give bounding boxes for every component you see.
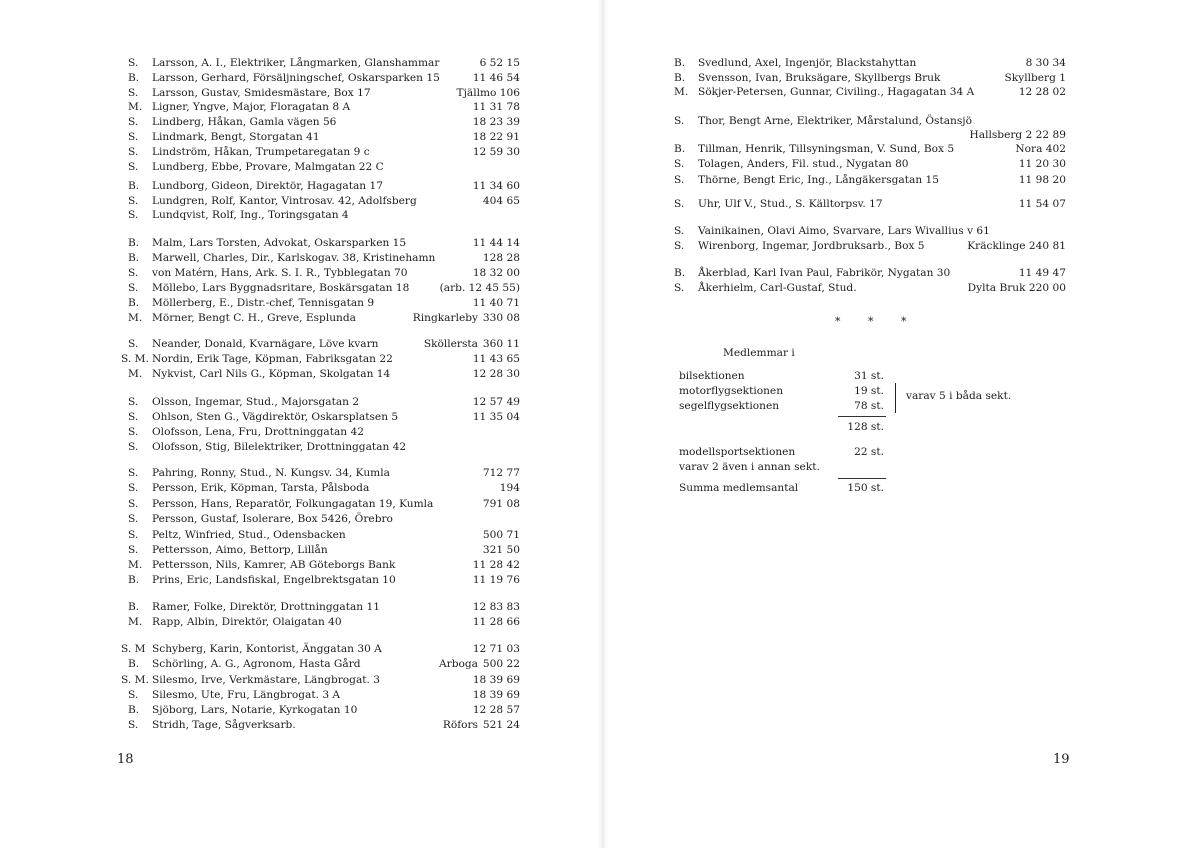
entry-name-address: Mörner, Bengt C. H., Greve, Esplunda — [152, 312, 356, 324]
entry-phone: (arb. 12 45 55) — [439, 282, 520, 294]
entry-phone: 194 — [499, 482, 520, 494]
entry-name-address: Lundborg, Gideon, Direktör, Hagagatan 17 — [152, 180, 383, 192]
left-page — [0, 0, 598, 848]
entry-phone: 321 50 — [482, 544, 520, 556]
entry-phone: 521 24 — [482, 719, 520, 731]
entry-section-code: S. — [674, 115, 685, 127]
entry-phone: 712 77 — [482, 467, 520, 479]
directory-entry — [128, 600, 520, 615]
entry-section-code: S. — [128, 87, 139, 99]
total-count: 150 st. — [847, 482, 884, 494]
entry-name-address: Pahring, Ronny, Stud., N. Kungsv. 34, Kumla — [152, 467, 390, 479]
page-number-left: 18 — [117, 752, 134, 767]
entry-section-code: B. — [128, 574, 140, 586]
entry-name-address: Silesmo, Irve, Verkmästare, Längbrogat. 3 — [152, 674, 381, 686]
entry-phone: 6 52 15 — [479, 57, 520, 69]
entry-name-address: Uhr, Ulf V., Stud., S. Källtorpsv. 17 — [698, 198, 883, 210]
entry-phone: 500 22 — [482, 658, 520, 670]
entry-name-address: Malm, Lars Torsten, Advokat, Oskarsparken 15 — [152, 237, 407, 249]
directory-entry — [128, 115, 520, 130]
total-row — [679, 481, 884, 496]
entry-section-code: S. — [128, 441, 139, 453]
entry-section-code: S. — [128, 719, 139, 731]
entry-phone: 500 71 — [482, 529, 520, 541]
directory-entry — [128, 100, 520, 115]
entry-name-address: Neander, Donald, Kvarnägare, Löve kvarn — [152, 338, 379, 350]
members-row — [679, 369, 884, 384]
entry-name-address: Tolagen, Anders, Fil. stud., Nygatan 80 — [698, 158, 909, 170]
entry-section-code: S. — [128, 282, 139, 294]
directory-entry — [128, 56, 520, 71]
directory-entry — [128, 657, 520, 672]
directory-entry — [128, 179, 520, 194]
entry-phone: 330 08 — [482, 312, 520, 324]
entry-section-code: B. — [128, 252, 140, 264]
entry-phone: 18 39 69 — [472, 674, 520, 686]
directory-entry — [674, 281, 1066, 296]
entry-section-code: B. — [128, 297, 140, 309]
directory-entry — [128, 688, 520, 703]
entry-section-code: S. — [128, 482, 139, 494]
entry-section-code: S. — [674, 174, 685, 186]
entry-section-code: S. — [128, 426, 139, 438]
subtotal-count: 128 st. — [847, 421, 884, 433]
entry-section-code: S. — [128, 116, 139, 128]
entry-phone: 12 59 30 — [472, 146, 520, 158]
entry-phone: 12 71 03 — [472, 643, 520, 655]
entry-name-address: Åkerblad, Karl Ivan Paul, Fabrikör, Nygatan 30 — [698, 267, 951, 279]
entry-name-address: Rapp, Albin, Direktör, Olaigatan 40 — [152, 616, 342, 628]
entry-section-code: S. — [128, 338, 139, 350]
directory-entry — [121, 673, 520, 688]
members-row — [679, 384, 884, 399]
entry-name-address: von Matérn, Hans, Ark. S. I. R., Tybblegatan 70 — [152, 267, 408, 279]
entry-phone: 11 35 04 — [472, 411, 520, 423]
entry-phone: 128 28 — [482, 252, 520, 264]
entry-section-code: B. — [128, 601, 140, 613]
entry-phone: 360 11 — [482, 338, 520, 350]
model-note-row — [679, 460, 884, 475]
directory-entry — [674, 173, 1066, 188]
entry-name-address: Lindström, Håkan, Trumpetaregatan 9 c — [152, 146, 370, 158]
directory-entry — [128, 266, 520, 281]
entry-name-address: Lindberg, Håkan, Gamla vägen 56 — [152, 116, 337, 128]
directory-entry — [128, 481, 520, 496]
entry-place: Arboga — [439, 658, 478, 670]
entry-phone: 11 19 76 — [472, 574, 520, 586]
entry-name-address: Pettersson, Aimo, Bettorp, Lillån — [152, 544, 328, 556]
page-fold — [598, 0, 608, 848]
entry-phone: 18 32 00 — [472, 267, 520, 279]
entry-name-address: Persson, Hans, Reparatör, Folkungagatan 19, Kumla — [152, 498, 434, 510]
entry-name-address: Larsson, Gustav, Smidesmästare, Box 17 — [152, 87, 371, 99]
directory-entry — [128, 440, 520, 455]
entry-phone: 12 57 49 — [472, 396, 520, 408]
subtotal-row — [679, 420, 884, 435]
entry-phone: 18 23 39 — [472, 116, 520, 128]
entry-phone: 18 39 69 — [472, 689, 520, 701]
entry-phone: 11 28 66 — [472, 616, 520, 628]
entry-name-address: Möllebo, Lars Byggnadsritare, Boskärsgatan 18 — [152, 282, 410, 294]
entry-section-code: S. — [128, 513, 139, 525]
entry-section-code: M. — [674, 86, 689, 98]
directory-entry — [128, 86, 520, 101]
members-row-label: motorflygsektionen — [679, 385, 784, 397]
entry-name-address: Olsson, Ingemar, Stud., Majorsgatan 2 — [152, 396, 360, 408]
entry-name-address: Schyberg, Karin, Kontorist, Änggatan 30 A — [152, 643, 382, 655]
members-row-label: segelflygsektionen — [679, 400, 780, 412]
total-rule — [838, 478, 886, 479]
members-row-count: 19 st. — [854, 385, 884, 397]
model-note: varav 2 även i annan sekt. — [679, 461, 820, 473]
directory-entry — [674, 197, 1066, 212]
directory-entry — [128, 367, 520, 382]
entry-phone: 11 40 71 — [472, 297, 520, 309]
entry-name-address: Thor, Bengt Arne, Elektriker, Mårstalund, Östansjö — [698, 115, 972, 127]
entry-name-address: Nykvist, Carl Nils G., Köpman, Skolgatan 14 — [152, 368, 391, 380]
entry-name-address: Ramer, Folke, Direktör, Drottninggatan 11 — [152, 601, 380, 613]
entry-phone: Tjällmo 106 — [456, 87, 520, 99]
entry-section-code: S. — [128, 411, 139, 423]
directory-entry — [128, 130, 520, 145]
entry-phone: Skyllberg 1 — [1004, 72, 1066, 84]
directory-entry — [128, 497, 520, 512]
entry-section-code: B. — [128, 180, 140, 192]
entry-section-code: S. — [674, 282, 685, 294]
entry-phone: Nora 402 — [1015, 143, 1066, 155]
entry-section-code: S. — [128, 498, 139, 510]
entry-phone: 8 30 34 — [1025, 57, 1066, 69]
directory-entry — [128, 410, 520, 425]
entry-section-code: S. — [674, 225, 685, 237]
directory-entry — [674, 266, 1066, 281]
entry-name-address: Möllerberg, E., Distr.-chef, Tennisgatan 9 — [152, 297, 375, 309]
entry-place: Ringkarleby — [412, 312, 478, 324]
entry-name-address: Sökjer-Petersen, Gunnar, Civiling., Hagagatan 34 A — [698, 86, 975, 98]
page-number-right: 19 — [1053, 752, 1070, 767]
entry-section-code: M. — [128, 101, 143, 113]
entry-name-address: Prins, Eric, Landsfiskal, Engelbrektsgatan 10 — [152, 574, 396, 586]
directory-entry — [128, 311, 520, 326]
directory-entry — [128, 466, 520, 481]
entry-phone: Dylta Bruk 220 00 — [967, 282, 1066, 294]
entry-section-code: S. — [128, 529, 139, 541]
directory-entry — [128, 236, 520, 251]
directory-entry — [121, 642, 520, 657]
entry-name-address: Vainikainen, Olavi Aimo, Svarvare, Lars Wivallius v 61 — [698, 225, 990, 237]
entry-name-address: Ohlson, Sten G., Vägdirektör, Oskarsplatsen 5 — [152, 411, 399, 423]
entry-name-address: Thörne, Bengt Eric, Ing., Långäkersgatan 15 — [698, 174, 939, 186]
entry-section-code: B. — [674, 57, 686, 69]
entry-section-code: B. — [128, 237, 140, 249]
entry-place: Röfors — [442, 719, 478, 731]
entry-section-code: S. — [128, 195, 139, 207]
entry-name-address: Persson, Erik, Köpman, Tarsta, Pålsboda — [152, 482, 370, 494]
directory-entry — [128, 296, 520, 311]
entry-section-code: B. — [128, 72, 140, 84]
entry-name-address: Lindmark, Bengt, Storgatan 41 — [152, 131, 320, 143]
entry-name-address: Åkerhielm, Carl-Gustaf, Stud. — [698, 282, 857, 294]
entry-section-code: S. M. — [121, 353, 149, 365]
directory-entry — [674, 114, 1066, 129]
entry-section-code: S. — [674, 198, 685, 210]
entry-section-code: S. — [128, 689, 139, 701]
entry-section-code: B. — [128, 704, 140, 716]
entry-phone: 18 22 91 — [472, 131, 520, 143]
directory-entry — [128, 160, 520, 175]
entry-section-code: S. — [128, 544, 139, 556]
entry-name-address: Stridh, Tage, Sågverksarb. — [152, 719, 296, 731]
entry-phone: 12 28 02 — [1018, 86, 1066, 98]
entry-name-address: Marwell, Charles, Dir., Karlskogav. 38, Kristinehamn — [152, 252, 436, 264]
model-count: 22 st. — [854, 446, 884, 458]
members-heading: Medlemmar i — [723, 347, 795, 359]
directory-entry — [674, 56, 1066, 71]
directory-entry — [128, 145, 520, 160]
entry-phone: 12 83 83 — [472, 601, 520, 613]
entry-name-address: Silesmo, Ute, Fru, Längbrogat. 3 A — [152, 689, 341, 701]
brace-note: varav 5 i båda sekt. — [906, 390, 1012, 402]
entry-name-address: Persson, Gustaf, Isolerare, Box 5426, Örebro — [152, 513, 393, 525]
entry-section-code: S. M — [121, 643, 146, 655]
entry-section-code: S. — [128, 161, 139, 173]
entry-name-address: Wirenborg, Ingemar, Jordbruksarb., Box 5 — [698, 240, 925, 252]
entry-name-address: Larsson, Gerhard, Försäljningschef, Oskarsparken 15 — [152, 72, 440, 84]
entry-phone: 11 46 54 — [472, 72, 520, 84]
directory-entry — [128, 251, 520, 266]
entry-section-code: S. — [128, 209, 139, 221]
directory-entry — [128, 512, 520, 527]
entry-section-code: B. — [674, 143, 686, 155]
entry-phone: 11 31 78 — [472, 101, 520, 113]
directory-entry — [674, 157, 1066, 172]
entry-phone: Hallsberg 2 22 89 — [969, 129, 1066, 141]
members-row — [679, 399, 884, 414]
entry-name-address: Pettersson, Nils, Kamrer, AB Göteborgs Bank — [152, 559, 396, 571]
entry-name-address: Sjöborg, Lars, Notarie, Kyrkogatan 10 — [152, 704, 358, 716]
entry-phone: 11 28 42 — [472, 559, 520, 571]
entry-phone: 11 98 20 — [1018, 174, 1066, 186]
directory-entry — [674, 142, 1066, 157]
directory-entry — [674, 224, 1066, 239]
entry-name-address: Olofsson, Stig, Bilelektriker, Drottninggatan 42 — [152, 441, 407, 453]
directory-entry — [128, 281, 520, 296]
directory-entry — [128, 558, 520, 573]
entry-section-code: S. — [674, 158, 685, 170]
entry-name-address: Lundqvist, Rolf, Ing., Toringsgatan 4 — [152, 209, 349, 221]
entry-phone: 11 34 60 — [472, 180, 520, 192]
entry-section-code: M. — [128, 312, 143, 324]
entry-phone: Kräcklinge 240 81 — [967, 240, 1066, 252]
entry-phone: 11 54 07 — [1018, 198, 1066, 210]
entry-section-code: S. — [128, 131, 139, 143]
entry-name-address: Nordin, Erik Tage, Köpman, Fabriksgatan 22 — [152, 353, 393, 365]
entry-phone: 11 49 47 — [1018, 267, 1066, 279]
directory-entry — [128, 528, 520, 543]
entry-phone: 12 28 57 — [472, 704, 520, 716]
brace-bracket — [889, 383, 896, 413]
entry-name-address: Lundberg, Ebbe, Provare, Malmgatan 22 C — [152, 161, 384, 173]
directory-entry — [128, 337, 520, 352]
members-row-count: 31 st. — [854, 370, 884, 382]
entry-section-code: S. M. — [121, 674, 149, 686]
model-label: modellsportsektionen — [679, 446, 796, 458]
section-separator: * * * — [835, 315, 919, 328]
entry-section-code: S. — [128, 146, 139, 158]
directory-entry — [128, 395, 520, 410]
directory-entry — [674, 128, 1066, 143]
directory-entry — [128, 615, 520, 630]
total-label: Summa medlemsantal — [679, 482, 799, 494]
entry-section-code: S. — [128, 267, 139, 279]
entry-name-address: Svensson, Ivan, Bruksägare, Skyllbergs Bruk — [698, 72, 941, 84]
directory-entry — [128, 71, 520, 86]
entry-phone: 11 44 14 — [472, 237, 520, 249]
entry-section-code: M. — [128, 616, 143, 628]
entry-section-code: S. — [674, 240, 685, 252]
entry-name-address: Tillman, Henrik, Tillsyningsman, V. Sund, Box 5 — [698, 143, 955, 155]
model-row — [679, 445, 884, 460]
entry-phone: 11 43 65 — [472, 353, 520, 365]
entry-section-code: M. — [128, 368, 143, 380]
directory-entry — [128, 573, 520, 588]
entry-place: Sköllersta — [423, 338, 478, 350]
directory-entry — [128, 718, 520, 733]
directory-entry — [674, 71, 1066, 86]
entry-name-address: Larsson, A. I., Elektriker, Långmarken, Glanshammar — [152, 57, 440, 69]
directory-entry — [121, 352, 520, 367]
entry-phone: 11 20 30 — [1018, 158, 1066, 170]
members-row-label: bilsektionen — [679, 370, 745, 382]
directory-entry — [128, 208, 520, 223]
entry-section-code: M. — [128, 559, 143, 571]
directory-entry — [128, 194, 520, 209]
entry-section-code: S. — [128, 57, 139, 69]
directory-entry — [674, 85, 1066, 100]
entry-name-address: Olofsson, Lena, Fru, Drottninggatan 42 — [152, 426, 364, 438]
entry-section-code: B. — [674, 267, 686, 279]
directory-entry — [128, 543, 520, 558]
entry-section-code: B. — [674, 72, 686, 84]
entry-name-address: Ligner, Yngve, Major, Floragatan 8 A — [152, 101, 351, 113]
directory-entry — [128, 425, 520, 440]
directory-entry — [674, 239, 1066, 254]
entry-name-address: Peltz, Winfried, Stud., Odensbacken — [152, 529, 346, 541]
entry-name-address: Schörling, A. G., Agronom, Hasta Gård — [152, 658, 361, 670]
entry-phone: 404 65 — [482, 195, 520, 207]
entry-section-code: S. — [128, 396, 139, 408]
members-row-count: 78 st. — [854, 400, 884, 412]
entry-name-address: Svedlund, Axel, Ingenjör, Blackstahyttan — [698, 57, 917, 69]
entry-name-address: Lundgren, Rolf, Kantor, Vintrosav. 42, Adolfsberg — [152, 195, 417, 207]
entry-phone: 791 08 — [482, 498, 520, 510]
entry-phone: 12 28 30 — [472, 368, 520, 380]
entry-section-code: S. — [128, 467, 139, 479]
directory-entry — [128, 703, 520, 718]
entry-section-code: B. — [128, 658, 140, 670]
subtotal-rule — [838, 416, 886, 417]
